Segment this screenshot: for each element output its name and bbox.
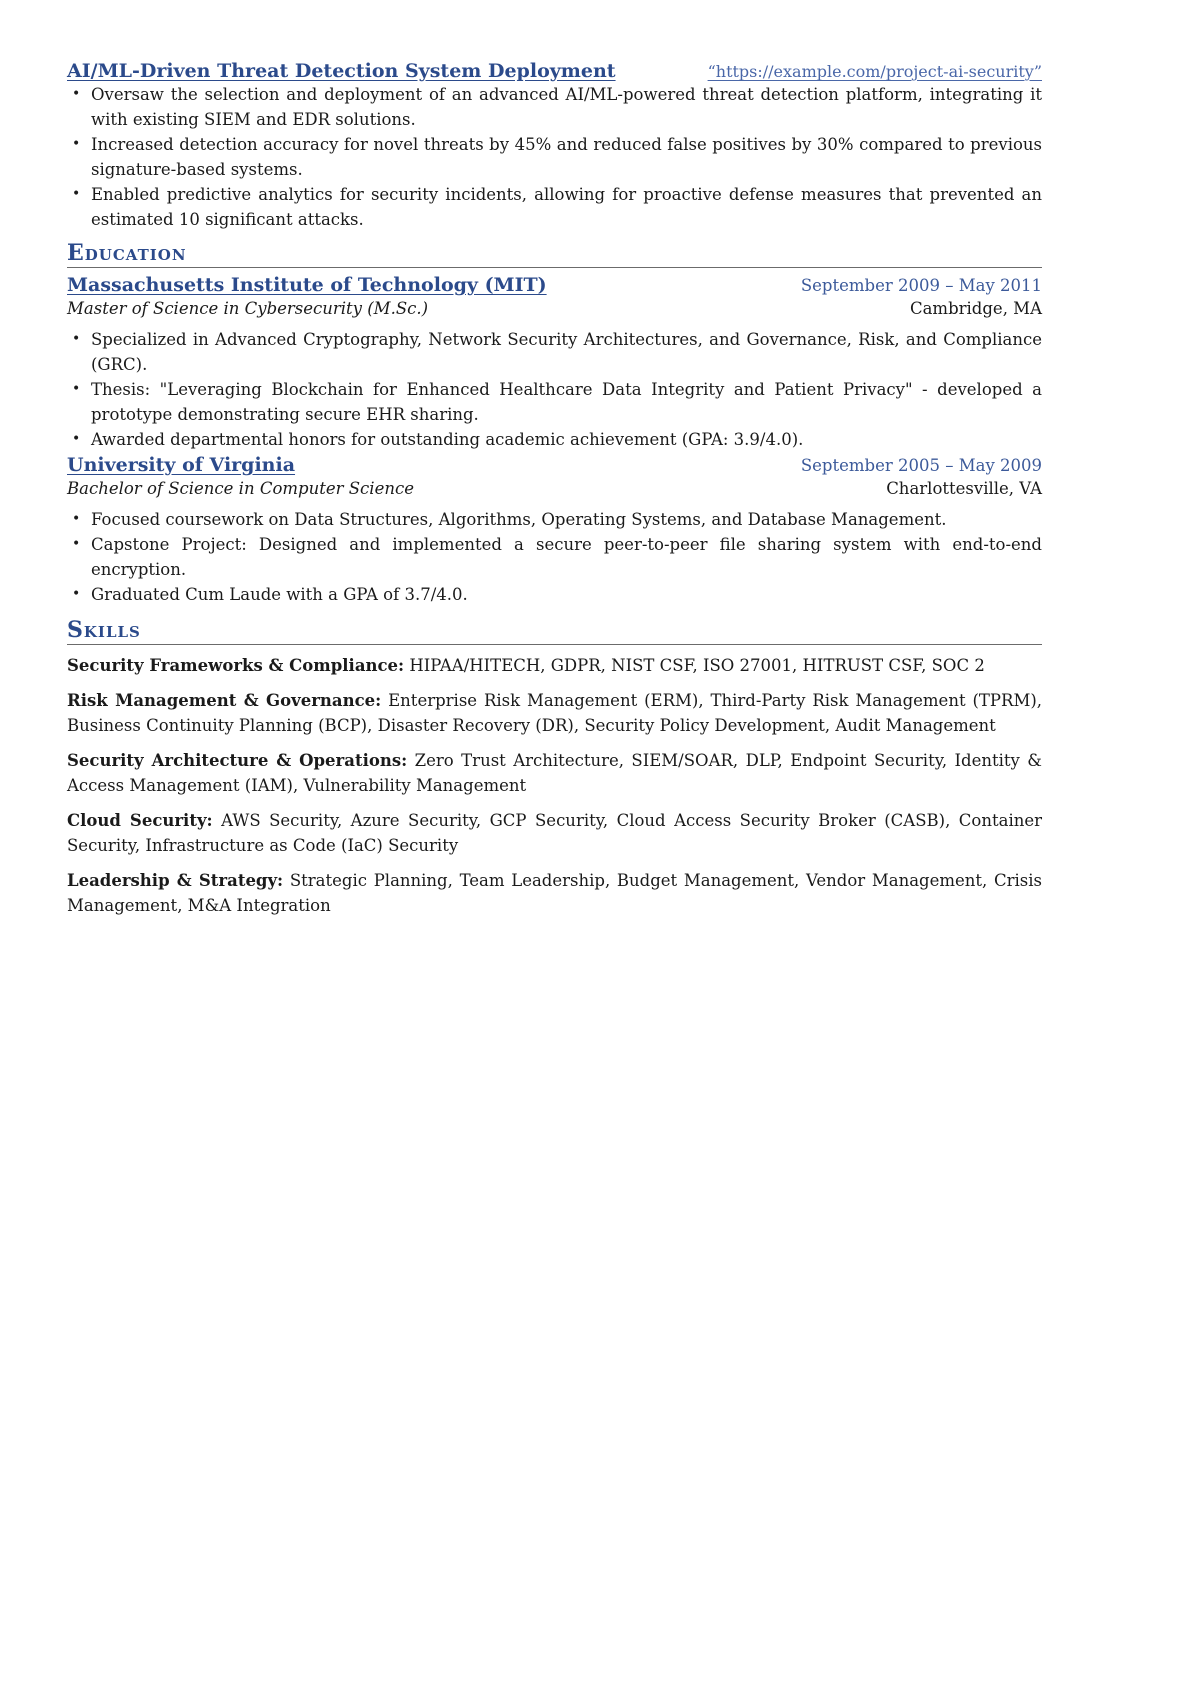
education-entry-mit	[67, 274, 1042, 452]
skill-item	[67, 748, 1042, 798]
list-item: • Thesis: "Leveraging Blockchain for Enhanced Healthcare Data Integrity and Patient Privacy" - developed a prototype demonstrating secure EHR sharing.	[67, 377, 1042, 427]
skills-heading: Skills	[67, 617, 1042, 645]
resume-page	[67, 60, 1042, 928]
list-item: • Graduated Cum Laude with a GPA of 3.7/4.0.	[67, 582, 1042, 607]
skill-label: Risk Management & Governance:	[67, 691, 382, 710]
list-item: • Focused coursework on Data Structures, Algorithms, Operating Systems, and Database Management.	[67, 507, 1042, 532]
skill-text: Zero Trust Architecture, SIEM/SOAR, DLP, Endpoint Security, Identity & Access Management (IAM), Vulnerability Management	[67, 751, 1042, 795]
list-item: • Specialized in Advanced Cryptography, Network Security Architectures, and Governance, Risk, and Compliance (GRC).	[67, 327, 1042, 377]
institution-link[interactable]: Massachusetts Institute of Technology (MIT)	[67, 274, 547, 296]
list-item: • Capstone Project: Designed and implemented a secure peer-to-peer file sharing system with end-to-end encryption.	[67, 532, 1042, 582]
list-item: • Awarded departmental honors for outstanding academic achievement (GPA: 3.9/4.0).	[67, 427, 1042, 452]
skills-list	[67, 653, 1042, 918]
education-header	[67, 274, 1042, 296]
skill-label: Leadership & Strategy:	[67, 871, 284, 890]
list-item: • Enabled predictive analytics for security incidents, allowing for proactive defense measures that prevented an estimated 10 significant attacks.	[67, 182, 1042, 232]
list-item: • Increased detection accuracy for novel threats by 45% and reduced false positives by 30% compared to previous signature-based systems.	[67, 132, 1042, 182]
education-entry-uva	[67, 454, 1042, 607]
education-bullets	[67, 327, 1042, 452]
project-bullets	[67, 82, 1042, 232]
education-bullets	[67, 507, 1042, 607]
education-subheader	[67, 479, 1042, 498]
list-item: • Oversaw the selection and deployment of an advanced AI/ML-powered threat detection platform, integrating it with existing SIEM and EDR solutions.	[67, 82, 1042, 132]
project-header	[67, 60, 1042, 82]
skill-text: AWS Security, Azure Security, GCP Security, Cloud Access Security Broker (CASB), Container Security, Infrastructure as Code (IaC) Security	[67, 811, 1043, 855]
skill-text: Enterprise Risk Management (ERM), Third-Party Risk Management (TPRM), Business Continuity Planning (BCP), Disaster Recovery (DR), Security Policy Development, Audit Management	[67, 691, 1043, 735]
skill-item	[67, 868, 1042, 918]
education-location: Charlottesville, VA	[886, 479, 1042, 498]
skill-label: Cloud Security:	[67, 811, 213, 830]
education-header	[67, 454, 1042, 476]
skill-item	[67, 653, 1042, 678]
project-url-link[interactable]: “https://example.com/project-ai-security”	[707, 62, 1042, 81]
degree-title: Master of Science in Cybersecurity (M.Sc.)	[67, 299, 429, 318]
institution-link[interactable]: University of Virginia	[67, 454, 296, 476]
skill-text: Strategic Planning, Team Leadership, Budget Management, Vendor Management, Crisis Management, M&A Integration	[67, 871, 1042, 915]
skill-item	[67, 688, 1042, 738]
skill-label: Security Frameworks & Compliance:	[67, 656, 405, 675]
project-title-link[interactable]: AI/ML-Driven Threat Detection System Deployment	[67, 60, 616, 82]
degree-title: Bachelor of Science in Computer Science	[67, 479, 414, 498]
education-subheader	[67, 299, 1042, 318]
skill-item	[67, 808, 1042, 858]
education-dates: September 2005 – May 2009	[800, 456, 1042, 475]
skill-label: Security Architecture & Operations:	[67, 751, 408, 770]
education-location: Cambridge, MA	[909, 299, 1042, 318]
education-heading: Education	[67, 240, 1042, 268]
skill-text: HIPAA/HITECH, GDPR, NIST CSF, ISO 27001, HITRUST CSF, SOC 2	[409, 656, 985, 675]
education-dates: September 2009 – May 2011	[800, 276, 1042, 295]
project-entry	[67, 60, 1042, 232]
